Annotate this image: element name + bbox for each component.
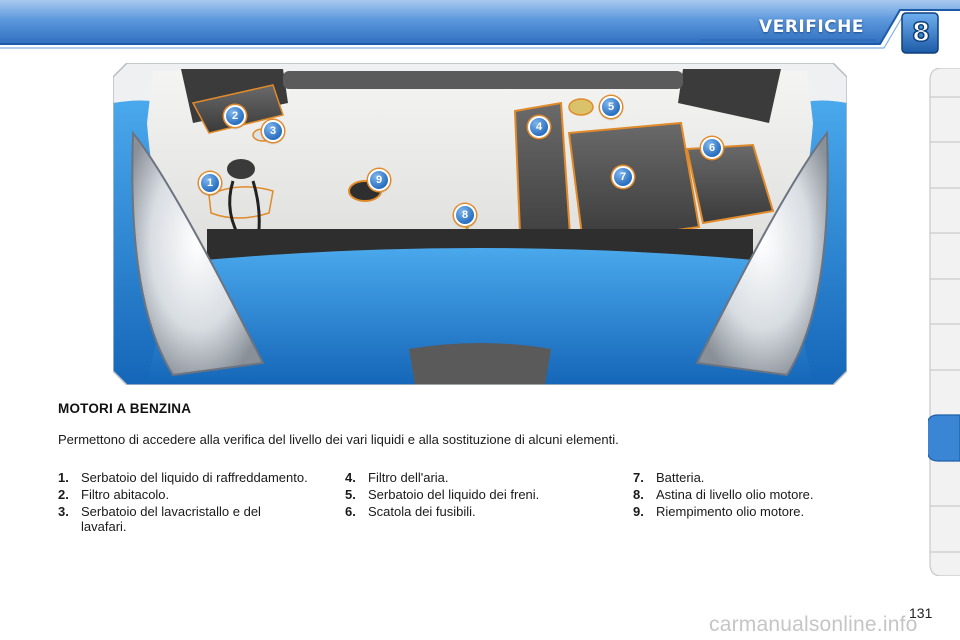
chapter-side-tabs[interactable] <box>928 68 960 576</box>
callout-8: 8 <box>454 204 476 226</box>
legend-item <box>58 470 308 485</box>
chapter-title: VERIFICHE <box>759 17 864 37</box>
legend-item-number: 7. <box>633 470 644 485</box>
legend-item-text: Filtro abitacolo. <box>81 487 170 502</box>
legend-item-number: 3. <box>58 504 69 519</box>
legend-item <box>633 470 893 485</box>
legend-item-number: 9. <box>633 504 644 519</box>
engine-bay-illustration <box>113 63 847 385</box>
callout-4: 4 <box>528 116 550 138</box>
side-tabs-graphic <box>928 68 960 576</box>
legend-item-text: Serbatoio del lavacristallo e del lavafari. <box>81 504 261 534</box>
legend-item <box>58 487 308 502</box>
section-heading: MOTORI A BENZINA <box>58 401 192 416</box>
legend-item-text: Serbatoio del liquido di raffreddamento. <box>81 470 308 485</box>
legend-item-text: Filtro dell'aria. <box>368 470 449 485</box>
callout-9: 9 <box>368 169 390 191</box>
callout-5: 5 <box>600 96 622 118</box>
legend-item <box>345 487 605 502</box>
chapter-number-badge: 8 <box>911 18 931 48</box>
legend-column-3 <box>633 470 893 521</box>
callout-1: 1 <box>199 172 221 194</box>
legend-item-number: 5. <box>345 487 356 502</box>
legend-item-number: 4. <box>345 470 356 485</box>
legend-item-number: 2. <box>58 487 69 502</box>
legend-item <box>633 487 893 502</box>
legend-item <box>345 470 605 485</box>
callout-7: 7 <box>612 166 634 188</box>
legend-item <box>633 504 893 519</box>
legend-item <box>345 504 605 519</box>
legend-item-text: Astina di livello olio motore. <box>656 487 814 502</box>
engine-bay-drawing <box>113 63 847 385</box>
legend-item <box>58 504 308 534</box>
legend-column-2 <box>345 470 605 521</box>
callout-6: 6 <box>701 137 723 159</box>
callout-3: 3 <box>262 120 284 142</box>
legend-item-number: 1. <box>58 470 69 485</box>
legend-column-1 <box>58 470 308 536</box>
legend-item-text: Scatola dei fusibili. <box>368 504 476 519</box>
legend-item-number: 6. <box>345 504 356 519</box>
watermark-link[interactable]: carmanualsonline.info <box>709 613 918 636</box>
section-intro: Permettono di accedere alla verifica del livello dei vari liquidi e alla sostituzione di alcuni elementi. <box>58 432 619 447</box>
legend-item-text: Serbatoio del liquido dei freni. <box>368 487 540 502</box>
callout-2: 2 <box>224 105 246 127</box>
page-number: 131 <box>909 605 933 621</box>
legend-item-text: Batteria. <box>656 470 705 485</box>
legend-item-text: Riempimento olio motore. <box>656 504 805 519</box>
legend-item-number: 8. <box>633 487 644 502</box>
chapter-header <box>0 0 960 56</box>
